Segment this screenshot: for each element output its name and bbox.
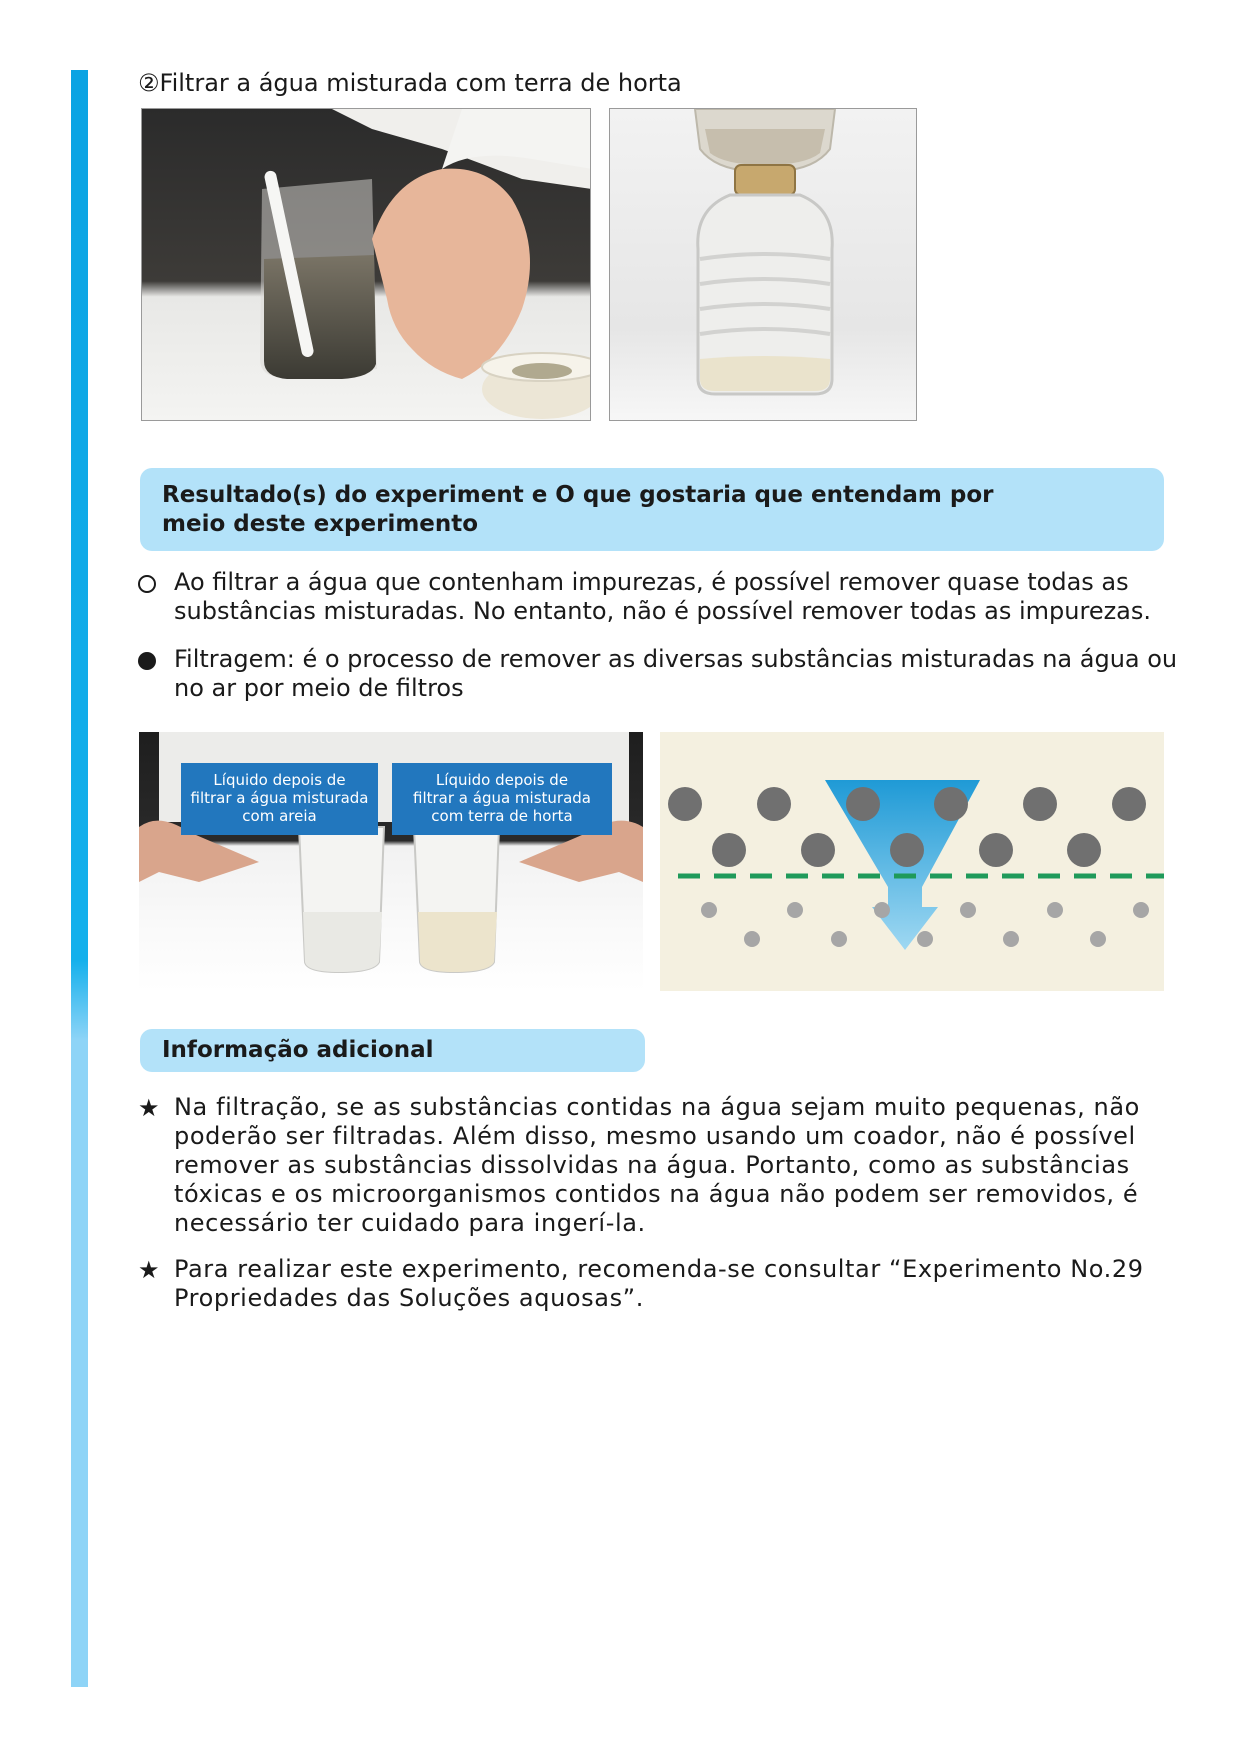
stirring-soil-water-photo — [141, 108, 591, 421]
side-accent-bar — [71, 70, 88, 1687]
filled-circle-icon — [138, 652, 156, 670]
additional-bullet-1 — [138, 1093, 1178, 1238]
additional-bullet-text: Na filtração, se as substâncias contidas na água sejam muito pequenas, não poderão ser filtradas. Além disso, mesmo usando um coador, não é possível remover as substâncias dissolvidas na água. Portanto, como as substâncias tóxicas e os microorganismos contidos na água não podem ser removidos, é necessário ter cuidado para ingerí-la. — [174, 1093, 1140, 1237]
bottle-filter-photo — [609, 108, 917, 421]
result-bullet-text: Ao filtrar a água que contenham impurezas, é possível remover quase todas as substâncias misturadas. No entanto, não é possível remover todas as impurezas. — [174, 568, 1152, 625]
additional-info-header: Informação adicional — [140, 1029, 645, 1072]
label-soil-liquid: Líquido depois de filtrar a água misturada com terra de horta — [392, 763, 612, 835]
star-icon: ★ — [138, 1094, 161, 1122]
result-bullet-2 — [138, 645, 1178, 703]
filtration-diagram — [660, 732, 1164, 991]
additional-bullet-text: Para realizar este experimento, recomenda-se consultar “Experimento No.29 Propriedades das Soluções aquosas”. — [174, 1255, 1144, 1312]
result-bullet-text: Filtragem: é o processo de remover as diversas substâncias misturadas na água ou no ar por meio de filtros — [174, 645, 1178, 702]
additional-bullet-2 — [138, 1255, 1178, 1313]
step-title: ②Filtrar a água misturada com terra de horta — [138, 69, 682, 97]
star-icon: ★ — [138, 1256, 161, 1284]
results-section-header: Resultado(s) do experiment e O que gostaria que entendam por meio deste experimento — [140, 468, 1164, 551]
label-sand-liquid: Líquido depois de filtrar a água misturada com areia — [181, 763, 378, 835]
hollow-circle-icon — [138, 575, 156, 593]
result-bullet-1 — [138, 568, 1178, 626]
